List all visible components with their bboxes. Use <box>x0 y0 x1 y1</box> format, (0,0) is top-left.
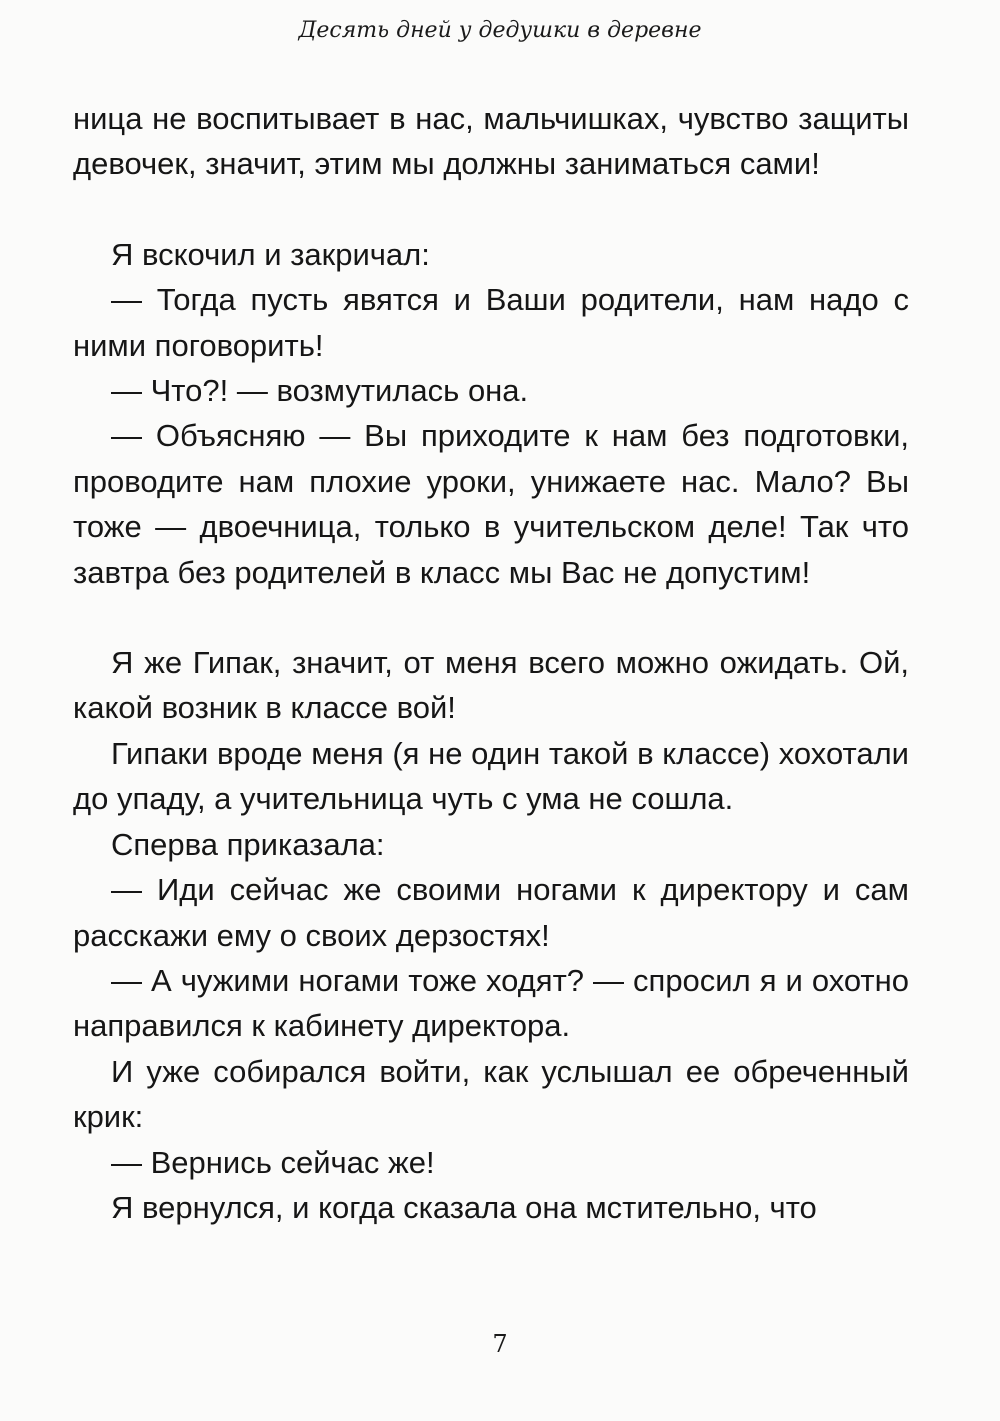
paragraph: Сперва приказала: <box>111 826 385 862</box>
paragraph: — Тогда пусть явятся и Ваши родители, нам надо с ними поговорить! <box>73 282 909 363</box>
paragraph: И уже собирался войти, как услышал ее обреченный крик: <box>73 1053 909 1135</box>
paragraph: — А чужими ногами тоже ходят? — спросил я и охотно направился к кабинету директора. <box>73 962 909 1044</box>
paragraph: — Иди сейчас же своими ногами к директору и сам расскажи ему о своих дерзостях! <box>73 872 909 953</box>
paragraph: — Вернись сейчас же! <box>111 1144 435 1180</box>
body-text <box>73 96 909 1230</box>
paragraph: — Что?! — возмутилась она. <box>111 373 529 409</box>
running-header: Десять дней у дедушки в деревне <box>298 18 702 43</box>
paragraph: Я же Гипак, значит, от меня всего можно ожидать. Ой, какой возник в классе вой! <box>73 645 909 726</box>
paragraph: ница не воспитывает в нас, мальчишках, чувство защиты девочек, значит, этим мы должны заниматься сами! <box>73 101 909 182</box>
paragraph: — Объясняю — Вы приходите к нам без подготовки, проводите нам плохие уроки, унижаете нас. Мало? Вы тоже — двоечница, только в учительском деле! Так что завтра без родителей в класс мы Вас не допустим! <box>73 418 909 590</box>
paragraph: Я вскочил и закричал: <box>111 236 430 272</box>
page-number: 7 <box>492 1330 508 1358</box>
paragraph: Гипаки вроде меня (я не один такой в классе) хохотали до упаду, а учительница чуть с ума не сошла. <box>73 735 909 817</box>
paragraph: Я вернулся, и когда сказала она мстительно, что <box>111 1189 817 1225</box>
